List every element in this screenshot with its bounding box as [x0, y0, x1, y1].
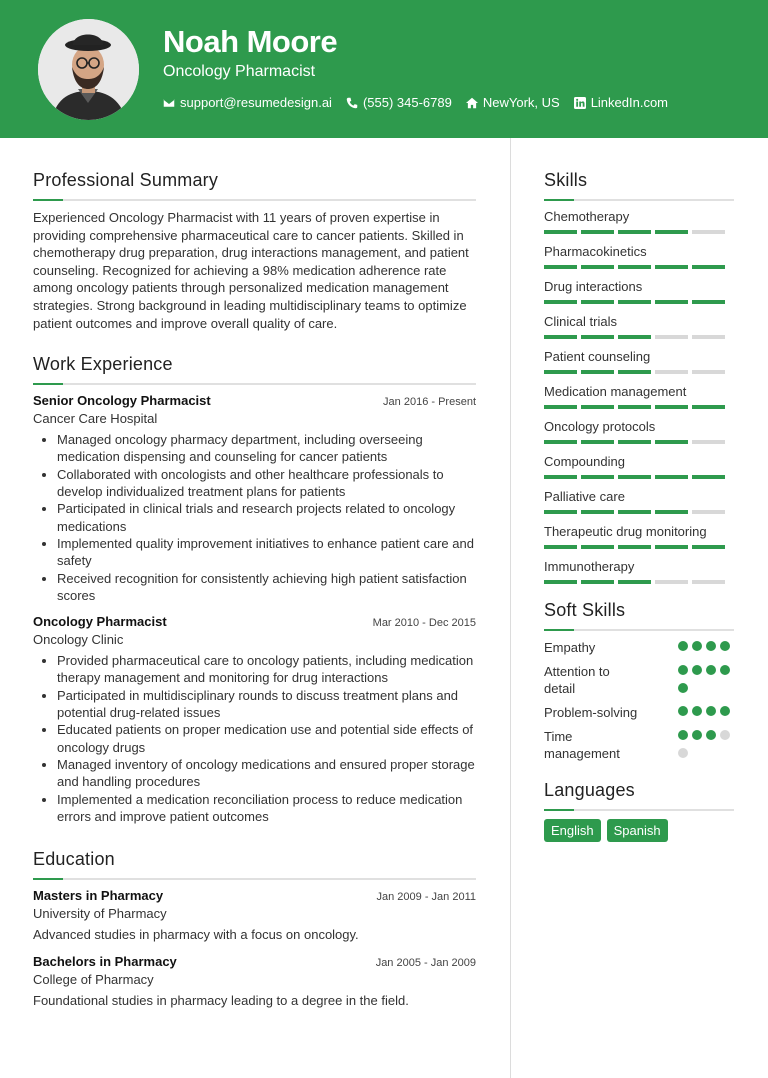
- rating-dot: [706, 706, 716, 716]
- job-bullet: • Collaborated with oncologists and other healthcare professionals to develop individualized treatment plans for patients: [57, 466, 476, 501]
- job-title: Oncology Pharmacist: [33, 614, 167, 630]
- skill-level-bar: [544, 370, 734, 374]
- skill-item: [544, 524, 734, 549]
- skill-name: Palliative care: [544, 489, 625, 504]
- skills-section: [544, 170, 734, 584]
- skill-level-bar: [544, 475, 734, 479]
- rating-dot: [720, 730, 730, 740]
- skill-level-segment: [655, 335, 688, 339]
- summary-text: Experienced Oncology Pharmacist with 11 years of proven expertise in providing comprehensive pharmaceutical care to cancer patients. Skilled in chemotherapy drug preparation, drug interactions management, and patient counseling. Recognized for achieving a 98% medication adherence rate among oncology patients through personalized medication management strategies. Strong background in leading multidisciplinary teams to optimize patient outcomes and improve overall quality of care.: [33, 210, 469, 331]
- skill-level-segment: [655, 475, 688, 479]
- skill-level-segment: [544, 440, 577, 444]
- skill-level-segment: [581, 300, 614, 304]
- skill-level-segment: [655, 545, 688, 549]
- skill-level-segment: [692, 230, 725, 234]
- rating-dot: [706, 641, 716, 651]
- skill-level-segment: [618, 475, 651, 479]
- candidate-role: Oncology Pharmacist: [163, 63, 316, 80]
- rating-dot: [678, 706, 688, 716]
- education-date: Jan 2005 - Jan 2009: [375, 957, 476, 970]
- skill-level-segment: [618, 405, 651, 409]
- skill-level-segment: [692, 265, 725, 269]
- skill-level-segment: [544, 300, 577, 304]
- skill-level-segment: [618, 265, 651, 269]
- home-icon: [466, 97, 478, 109]
- header-banner: [0, 0, 768, 138]
- section-rule: [544, 809, 734, 811]
- rating-dot: [678, 748, 688, 758]
- phone-text: (555) 345-6789: [362, 95, 452, 110]
- language-badge: English: [544, 819, 601, 842]
- job-bullet: • Managed oncology pharmacy department, including overseeing medication dispensing and counseling for cancer patients: [57, 431, 476, 466]
- education-date: Jan 2009 - Jan 2011: [376, 891, 476, 904]
- education-description: Advanced studies in pharmacy with a focus on oncology.: [33, 927, 359, 943]
- profile-photo: [38, 19, 139, 120]
- skill-item: [544, 559, 734, 584]
- job-bullet: • Educated patients on proper medication use and potential side effects of oncology drugs: [57, 721, 476, 756]
- job-bullets: [33, 652, 476, 825]
- job-bullet: • Participated in clinical trials and research projects related to oncology medications: [57, 500, 476, 535]
- skill-level-bar: [544, 265, 734, 269]
- phone-icon: [346, 97, 358, 109]
- skill-item: [544, 244, 734, 269]
- skill-name: Compounding: [544, 454, 625, 469]
- contact-linkedin[interactable]: [574, 95, 668, 110]
- skill-level-segment: [544, 335, 577, 339]
- skill-level-segment: [692, 545, 725, 549]
- skill-name: Patient counseling: [544, 349, 651, 364]
- job-bullets: [33, 431, 476, 604]
- skill-level-segment: [581, 510, 614, 514]
- job-title: Senior Oncology Pharmacist: [33, 393, 211, 409]
- soft-skill-name: Attention to detail: [544, 664, 610, 696]
- rating-dot: [692, 706, 702, 716]
- soft-skills-section: [544, 600, 734, 762]
- skill-level-segment: [655, 440, 688, 444]
- skill-name: Clinical trials: [544, 314, 617, 329]
- skill-level-bar: [544, 335, 734, 339]
- contact-phone[interactable]: [346, 95, 452, 110]
- skill-level-segment: [581, 230, 614, 234]
- contact-email[interactable]: [163, 95, 332, 110]
- soft-skill-name: Empathy: [544, 640, 596, 655]
- email-text: support@resumedesign.ai: [180, 95, 332, 110]
- soft-skill-item: [544, 728, 734, 762]
- skill-level-bar: [544, 580, 734, 584]
- skill-item: [544, 419, 734, 444]
- skill-level-segment: [618, 580, 651, 584]
- section-rule: [544, 629, 734, 631]
- skill-level-segment: [692, 580, 725, 584]
- section-title-summary: Professional Summary: [33, 170, 219, 190]
- section-rule: [33, 199, 476, 201]
- skill-name: Oncology protocols: [544, 419, 656, 434]
- column-divider: [510, 138, 511, 1078]
- job-organization: Cancer Care Hospital: [33, 411, 158, 427]
- skill-level-segment: [581, 370, 614, 374]
- skill-name: Therapeutic drug monitoring: [544, 524, 707, 539]
- skill-level-segment: [581, 335, 614, 339]
- skill-item: [544, 489, 734, 514]
- education-degree: Bachelors in Pharmacy: [33, 954, 177, 970]
- job-date: Jan 2016 - Present: [383, 396, 476, 409]
- skill-name: Drug interactions: [544, 279, 643, 294]
- skill-name: Chemotherapy: [544, 209, 630, 224]
- skill-level-segment: [692, 475, 725, 479]
- job-entry: [33, 614, 476, 825]
- skill-level-segment: [581, 580, 614, 584]
- skill-level-bar: [544, 510, 734, 514]
- skill-level-segment: [655, 265, 688, 269]
- rating-dot: [678, 730, 688, 740]
- section-rule: [33, 878, 476, 880]
- section-title-languages: Languages: [544, 780, 635, 800]
- envelope-icon: [163, 97, 175, 109]
- summary-section: [33, 170, 476, 332]
- skill-level-segment: [544, 510, 577, 514]
- education-entry: [33, 954, 476, 1008]
- rating-dot: [720, 706, 730, 716]
- rating-dot: [706, 665, 716, 675]
- main-column: [33, 170, 476, 1008]
- skill-level-bar: [544, 230, 734, 234]
- contact-location: [466, 95, 560, 110]
- skill-item: [544, 454, 734, 479]
- linkedin-text: LinkedIn.com: [590, 95, 669, 110]
- soft-skill-item: [544, 704, 734, 721]
- education-header: [33, 888, 476, 903]
- contact-row: [163, 95, 668, 110]
- skill-item: [544, 209, 734, 234]
- job-header: [33, 393, 476, 408]
- skill-item: [544, 314, 734, 339]
- job-bullet: • Provided pharmaceutical care to oncology patients, including medication therapy management and monitoring for drug interactions: [57, 652, 476, 687]
- rating-dot: [706, 730, 716, 740]
- avatar: [38, 19, 139, 120]
- job-organization: Oncology Clinic: [33, 632, 124, 648]
- job-date: Mar 2010 - Dec 2015: [372, 617, 476, 630]
- soft-skill-rating: [678, 706, 734, 721]
- skill-level-segment: [618, 545, 651, 549]
- skill-level-segment: [544, 545, 577, 549]
- skill-level-segment: [692, 335, 725, 339]
- skill-level-segment: [581, 440, 614, 444]
- education-degree: Masters in Pharmacy: [33, 888, 164, 904]
- rating-dot: [678, 683, 688, 693]
- section-title-experience: Work Experience: [33, 354, 173, 375]
- skill-level-segment: [544, 230, 577, 234]
- education-description: Foundational studies in pharmacy leading to a degree in the field.: [33, 993, 409, 1009]
- education-header: [33, 954, 476, 969]
- skill-level-segment: [618, 300, 651, 304]
- soft-skill-item: [544, 663, 734, 697]
- section-rule: [33, 383, 476, 385]
- skill-level-segment: [655, 405, 688, 409]
- education-section: [33, 849, 476, 1008]
- skill-name: Pharmacokinetics: [544, 244, 647, 259]
- skill-level-segment: [692, 300, 725, 304]
- skill-item: [544, 279, 734, 304]
- skill-level-segment: [692, 405, 725, 409]
- job-bullet: • Received recognition for consistently achieving high patient satisfaction scores: [57, 570, 476, 605]
- section-rule: [544, 199, 734, 201]
- job-bullet: • Implemented quality improvement initiatives to enhance patient care and safety: [57, 535, 476, 570]
- skill-level-segment: [581, 265, 614, 269]
- job-header: [33, 614, 476, 629]
- language-badge: Spanish: [607, 819, 668, 842]
- education-school: University of Pharmacy: [33, 906, 167, 922]
- rating-dot: [692, 730, 702, 740]
- soft-skill-name: Problem-solving: [544, 705, 638, 720]
- skill-level-segment: [618, 370, 651, 374]
- skill-item: [544, 349, 734, 374]
- soft-skill-rating: [678, 641, 734, 656]
- soft-skills-list: [544, 639, 734, 762]
- skill-level-segment: [581, 475, 614, 479]
- skill-level-segment: [692, 440, 725, 444]
- education-school: College of Pharmacy: [33, 972, 154, 988]
- skill-level-segment: [655, 230, 688, 234]
- skill-level-segment: [581, 545, 614, 549]
- soft-skill-name: Time management: [544, 729, 620, 761]
- skill-level-bar: [544, 300, 734, 304]
- skill-level-segment: [655, 580, 688, 584]
- skill-level-segment: [692, 510, 725, 514]
- soft-skill-item: [544, 639, 734, 656]
- skill-name: Medication management: [544, 384, 687, 399]
- skill-level-segment: [655, 510, 688, 514]
- skill-name: Immunotherapy: [544, 559, 635, 574]
- soft-skill-rating: [678, 730, 734, 762]
- rating-dot: [720, 665, 730, 675]
- experience-section: [33, 354, 476, 825]
- skill-level-segment: [655, 370, 688, 374]
- skill-level-segment: [581, 405, 614, 409]
- job-bullet: • Implemented a medication reconciliation process to reduce medication errors and improve patient outcomes: [57, 791, 476, 826]
- skill-item: [544, 384, 734, 409]
- job-bullet: • Managed inventory of oncology medications and ensured proper storage and handling procedures: [57, 756, 476, 791]
- location-text: NewYork, US: [482, 95, 560, 110]
- education-entry: [33, 888, 476, 942]
- languages-list: [544, 819, 734, 842]
- skill-level-segment: [618, 440, 651, 444]
- skill-level-segment: [544, 580, 577, 584]
- section-title-soft-skills: Soft Skills: [544, 600, 626, 620]
- soft-skill-rating: [678, 665, 734, 697]
- skill-level-segment: [544, 475, 577, 479]
- skill-level-bar: [544, 545, 734, 549]
- languages-section: [544, 780, 734, 842]
- skill-level-bar: [544, 405, 734, 409]
- skill-level-segment: [544, 405, 577, 409]
- candidate-name: Noah Moore: [163, 24, 338, 59]
- job-entry: [33, 393, 476, 604]
- rating-dot: [720, 641, 730, 651]
- job-bullet: • Participated in multidisciplinary rounds to discuss treatment plans and potential drug-related issues: [57, 687, 476, 722]
- section-title-education: Education: [33, 849, 115, 870]
- skill-level-segment: [655, 300, 688, 304]
- rating-dot: [692, 641, 702, 651]
- skill-level-bar: [544, 440, 734, 444]
- skill-level-segment: [618, 335, 651, 339]
- rating-dot: [692, 665, 702, 675]
- skill-level-segment: [692, 370, 725, 374]
- sidebar-column: [544, 170, 734, 842]
- section-title-skills: Skills: [544, 170, 588, 190]
- linkedin-icon: [574, 97, 586, 109]
- rating-dot: [678, 641, 688, 651]
- skills-list: [544, 209, 734, 584]
- skill-level-segment: [544, 370, 577, 374]
- skill-level-segment: [618, 230, 651, 234]
- rating-dot: [678, 665, 688, 675]
- skill-level-segment: [544, 265, 577, 269]
- skill-level-segment: [618, 510, 651, 514]
